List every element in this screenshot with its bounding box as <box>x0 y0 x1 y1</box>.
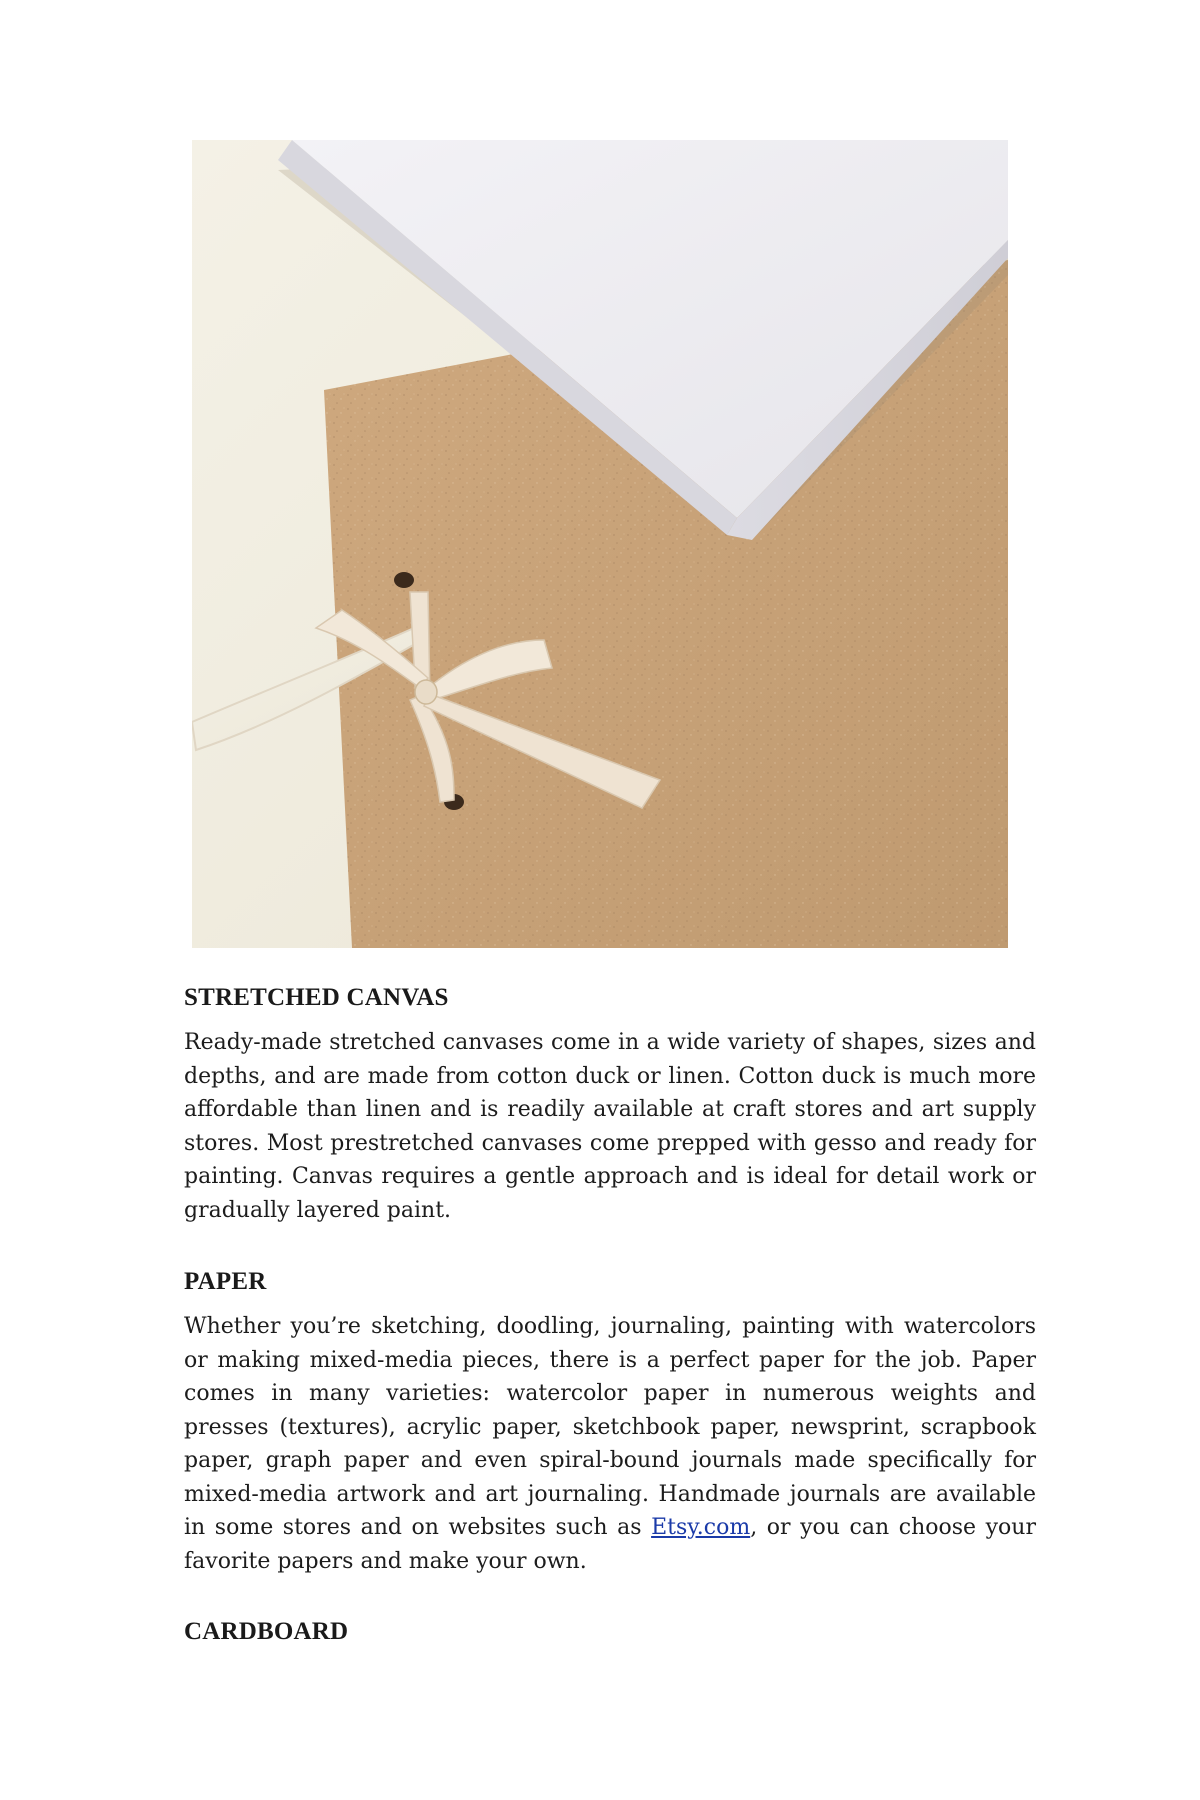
canvas-photo <box>192 140 1008 948</box>
section-title-cardboard: CARDBOARD <box>184 1618 349 1645</box>
punch-hole-top <box>394 572 414 588</box>
section-title-paper: PAPER <box>184 1268 267 1295</box>
section-body-stretched-canvas: Ready-made stretched canvases come in a wide variety of shapes, sizes and depths, and are made from cotton duck or linen. Cotton duck is much more affordable than linen and is readily available at craft stores and art supply stores. Most prestretched canvases come prepped with gesso and ready for painting. Canvas requires a gentle approach and is ideal for detail work or gradually layered paint. <box>184 1030 1036 1223</box>
section-body-paper <box>184 1310 1036 1578</box>
paper-body-text-part-1: Whether you’re sketching, doodling, journaling, painting with watercolors or making mixed-media pieces, there is a perfect paper for the job. Paper comes in many varieties: watercolor paper in numerous weights and presses (textures), acrylic paper, sketchbook paper, newsprint, scrapbook paper, graph paper and even spiral-bound journals made specifically for mixed-media artwork and art journaling. Handmade journals are available in some stores and on websites such as <box>184 1314 1036 1540</box>
etsy-link[interactable]: Etsy.com <box>651 1515 751 1540</box>
paper-body-text-part-2: , or you can choose your favorite papers and make your own. <box>184 1515 1036 1574</box>
section-title-stretched-canvas: STRETCHED CANVAS <box>184 984 449 1011</box>
